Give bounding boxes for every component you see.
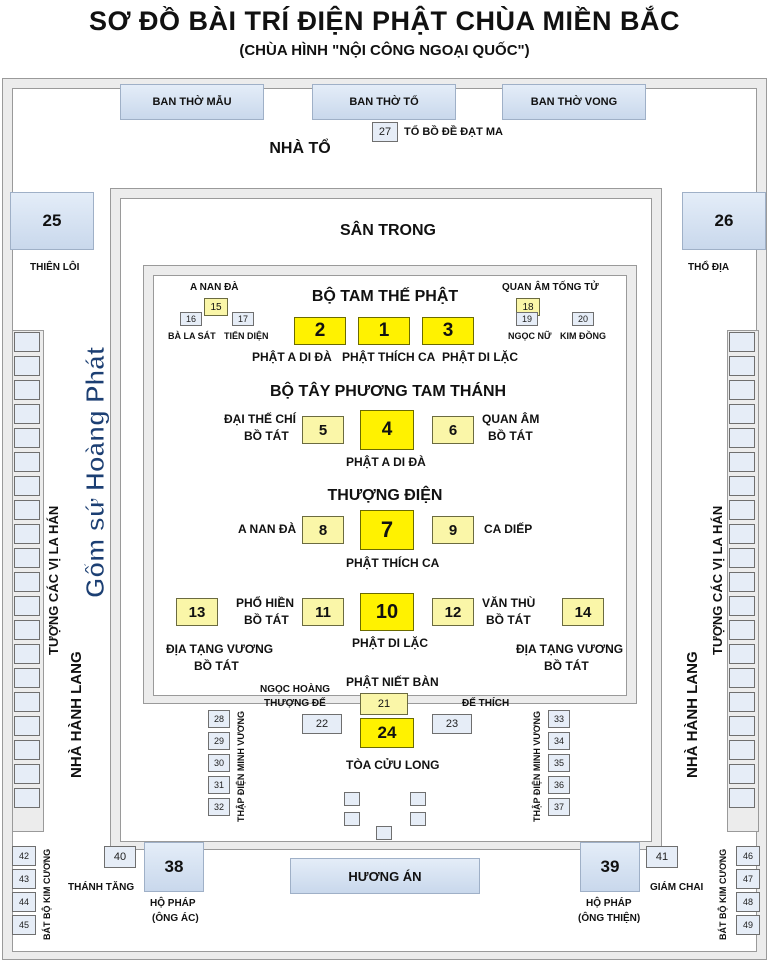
page-subtitle: (CHÙA HÌNH "NỘI CÔNG NGOẠI QUỐC") (239, 42, 530, 59)
box-23: 23 (432, 714, 472, 734)
heading-tam-the-phat: BỘ TAM THẾ PHẬT (311, 288, 459, 305)
la-han-slot (14, 716, 40, 736)
la-han-slot (14, 692, 40, 712)
la-han-slot (14, 644, 40, 664)
statue-box-12: 12 (432, 598, 474, 626)
la-han-slot (14, 548, 40, 568)
label-to-bo-de: TỔ BỒ ĐỀ ĐẠT MA (404, 126, 503, 138)
label-quan-am-1: QUAN ÂM (482, 412, 540, 426)
label-thanh-tang: THÁNH TĂNG (68, 882, 135, 893)
la-han-slot (729, 404, 755, 424)
box-28: 28 (208, 710, 230, 728)
la-han-slot (14, 380, 40, 400)
box-19: 19 (516, 312, 538, 326)
box-47: 47 (736, 869, 760, 889)
label-quan-am-2: BỒ TÁT (488, 429, 533, 443)
label-ho-phap-right: HỘ PHÁP (586, 898, 632, 909)
box-46: 46 (736, 846, 760, 866)
label-dia-tang-right-2: BỒ TÁT (544, 659, 589, 673)
statue-box-24: 24 (360, 718, 414, 748)
label-phat-a-di-da-1: PHẬT A DI ĐÀ (252, 350, 332, 364)
thap-dien-left-column (208, 710, 230, 816)
label-dia-tang-left-2: BỒ TÁT (194, 659, 239, 673)
label-thien-loi: THIÊN LÔI (30, 262, 80, 273)
la-han-slot (14, 572, 40, 592)
offering-square (344, 812, 360, 826)
box-34: 34 (548, 732, 570, 750)
la-han-left-column (14, 332, 40, 812)
box-49: 49 (736, 915, 760, 935)
box-44: 44 (12, 892, 36, 912)
la-han-slot (729, 500, 755, 520)
la-han-slot (729, 620, 755, 640)
heading-thuong-dien: THƯỢNG ĐIỆN (327, 487, 443, 504)
statue-box-6: 6 (432, 416, 474, 444)
la-han-slot (14, 524, 40, 544)
label-ong-thien: (ÔNG THIỆN) (578, 913, 641, 924)
label-ca-diep: CA DIẾP (484, 522, 533, 536)
label-pho-hien-1: PHỔ HIỀN (236, 596, 295, 610)
label-nha-hanh-lang-left: NHÀ HÀNH LANG (68, 651, 85, 779)
box-29: 29 (208, 732, 230, 750)
box-39: 39 (580, 842, 640, 892)
la-han-slot (729, 740, 755, 760)
la-han-slot (729, 476, 755, 496)
ban-tho-mau: BAN THỜ MẪU (120, 84, 264, 120)
la-han-slot (729, 572, 755, 592)
label-kim-dong: KIM ĐỒNG (560, 331, 606, 341)
statue-box-2: 2 (294, 317, 346, 345)
label-van-thu-1: VĂN THÙ (482, 596, 536, 610)
label-a-nan-da-top: A NAN ĐÀ (190, 282, 239, 293)
la-han-slot (14, 452, 40, 472)
label-phat-thich-ca-1: PHẬT THÍCH CA (342, 350, 436, 364)
label-ngoc-nu: NGỌC NỮ (508, 331, 552, 341)
la-han-slot (14, 788, 40, 808)
offering-square (410, 812, 426, 826)
label-phat-thich-ca-2: PHẬT THÍCH CA (346, 556, 440, 570)
label-dia-tang-left-1: ĐỊA TẠNG VƯƠNG (166, 642, 274, 656)
label-pho-hien-2: BỒ TÁT (244, 613, 289, 627)
la-han-slot (729, 380, 755, 400)
box-30: 30 (208, 754, 230, 772)
la-han-slot (14, 668, 40, 688)
la-han-slot (14, 428, 40, 448)
statue-box-8: 8 (302, 516, 344, 544)
statue-box-11: 11 (302, 598, 344, 626)
label-tien-dien: TIẾN DIỆN (224, 331, 269, 341)
ban-tho-vong: BAN THỜ VONG (502, 84, 646, 120)
box-25: 25 (10, 192, 94, 250)
label-ho-phap-left: HỘ PHÁP (150, 898, 196, 909)
la-han-slot (729, 692, 755, 712)
ban-tho-to: BAN THỜ TỔ (312, 84, 456, 120)
box-40: 40 (104, 846, 136, 868)
label-dai-the-chi-2: BỒ TÁT (244, 429, 289, 443)
box-16: 16 (180, 312, 202, 326)
la-han-slot (729, 332, 755, 352)
label-de-thich: ĐẾ THÍCH (462, 698, 510, 709)
statue-box-14: 14 (562, 598, 604, 626)
la-han-slot (729, 548, 755, 568)
offering-square (376, 826, 392, 840)
box-33: 33 (548, 710, 570, 728)
label-phat-di-lac-2: PHẬT DI LẶC (352, 636, 428, 650)
statue-box-4: 4 (360, 410, 414, 450)
la-han-slot (14, 620, 40, 640)
label-thap-dien-left: THẬP ĐIỆN MINH VƯƠNG (236, 711, 246, 823)
label-giam-chai: GIÁM CHAI (650, 882, 704, 893)
box-37: 37 (548, 798, 570, 816)
la-han-slot (729, 788, 755, 808)
la-han-slot (14, 596, 40, 616)
la-han-slot (729, 452, 755, 472)
bat-bo-right-column (736, 846, 760, 935)
box-27: 27 (372, 122, 398, 142)
label-bat-bo-right: BÁT BỘ KIM CƯƠNG (718, 848, 728, 940)
la-han-slot (14, 740, 40, 760)
statue-box-9: 9 (432, 516, 474, 544)
statue-box-3: 3 (422, 317, 474, 345)
box-22: 22 (302, 714, 342, 734)
statue-box-21: 21 (360, 693, 408, 715)
label-ong-ac: (ÔNG ÁC) (152, 913, 199, 924)
box-15: 15 (204, 298, 228, 316)
la-han-slot (729, 428, 755, 448)
offering-square (410, 792, 426, 806)
label-ngoc-hoang-2: THƯỢNG ĐẾ (264, 698, 326, 709)
la-han-slot (729, 596, 755, 616)
offering-square (344, 792, 360, 806)
label-ngoc-hoang-1: NGỌC HOÀNG (260, 684, 330, 695)
box-18: 18 (516, 298, 540, 316)
la-han-right-column (729, 332, 755, 812)
statue-box-10: 10 (360, 593, 414, 631)
la-han-slot (14, 332, 40, 352)
la-han-slot (729, 764, 755, 784)
label-toa-cuu-long: TÒA CỬU LONG (346, 758, 440, 772)
label-dia-tang-right-1: ĐỊA TẠNG VƯƠNG (516, 642, 624, 656)
watermark-text: Gốm sứ Hoàng Phát (80, 346, 110, 598)
bat-bo-left-column (12, 846, 36, 935)
la-han-slot (729, 644, 755, 664)
box-45: 45 (12, 915, 36, 935)
page-title: SƠ ĐỒ BÀI TRÍ ĐIỆN PHẬT CHÙA MIỀN BẮC (88, 6, 681, 36)
label-thap-dien-right: THẬP ĐIỆN MINH VƯƠNG (532, 711, 542, 823)
label-a-nan-da: A NAN ĐÀ (238, 522, 297, 536)
label-nha-to: NHÀ TỔ (269, 140, 331, 157)
la-han-slot (729, 356, 755, 376)
label-van-thu-2: BỒ TÁT (486, 613, 531, 627)
label-bat-bo-left: BÁT BỘ KIM CƯƠNG (42, 848, 52, 940)
la-han-slot (14, 476, 40, 496)
huong-an: HƯƠNG ÁN (290, 858, 480, 894)
label-nha-hanh-lang-right: NHÀ HÀNH LANG (684, 651, 701, 779)
box-48: 48 (736, 892, 760, 912)
la-han-slot (729, 524, 755, 544)
box-41: 41 (646, 846, 678, 868)
box-35: 35 (548, 754, 570, 772)
label-quan-am-tong-tu: QUAN ÂM TỐNG TỬ (502, 282, 599, 293)
label-phat-niet-ban: PHẬT NIẾT BÀN (346, 675, 439, 689)
label-tuong-la-han-left: TƯỢNG CÁC VỊ LA HÁN (46, 505, 61, 655)
box-43: 43 (12, 869, 36, 889)
label-phat-di-lac-1: PHẬT DI LẶC (442, 350, 518, 364)
heading-tay-phuong: BỘ TÂY PHƯƠNG TAM THÁNH (270, 383, 507, 400)
label-tuong-la-han-right: TƯỢNG CÁC VỊ LA HÁN (710, 505, 725, 655)
box-42: 42 (12, 846, 36, 866)
box-26: 26 (682, 192, 766, 250)
la-han-slot (14, 404, 40, 424)
thap-dien-right-column (548, 710, 570, 816)
la-han-slot (14, 356, 40, 376)
box-20: 20 (572, 312, 594, 326)
statue-box-1: 1 (358, 317, 410, 345)
label-dai-the-chi-1: ĐẠI THẾ CHÍ (224, 412, 296, 426)
statue-box-7: 7 (360, 510, 414, 550)
statue-box-5: 5 (302, 416, 344, 444)
label-ba-la-sat: BÀ LA SÁT (168, 331, 216, 341)
la-han-slot (729, 716, 755, 736)
statue-box-13: 13 (176, 598, 218, 626)
box-31: 31 (208, 776, 230, 794)
label-san-trong: SÂN TRONG (340, 222, 436, 239)
box-36: 36 (548, 776, 570, 794)
box-38: 38 (144, 842, 204, 892)
label-tho-dia: THỔ ĐỊA (688, 262, 730, 273)
box-17: 17 (232, 312, 254, 326)
box-32: 32 (208, 798, 230, 816)
la-han-slot (14, 500, 40, 520)
la-han-slot (729, 668, 755, 688)
la-han-slot (14, 764, 40, 784)
label-phat-a-di-da-2: PHẬT A DI ĐÀ (346, 455, 426, 469)
